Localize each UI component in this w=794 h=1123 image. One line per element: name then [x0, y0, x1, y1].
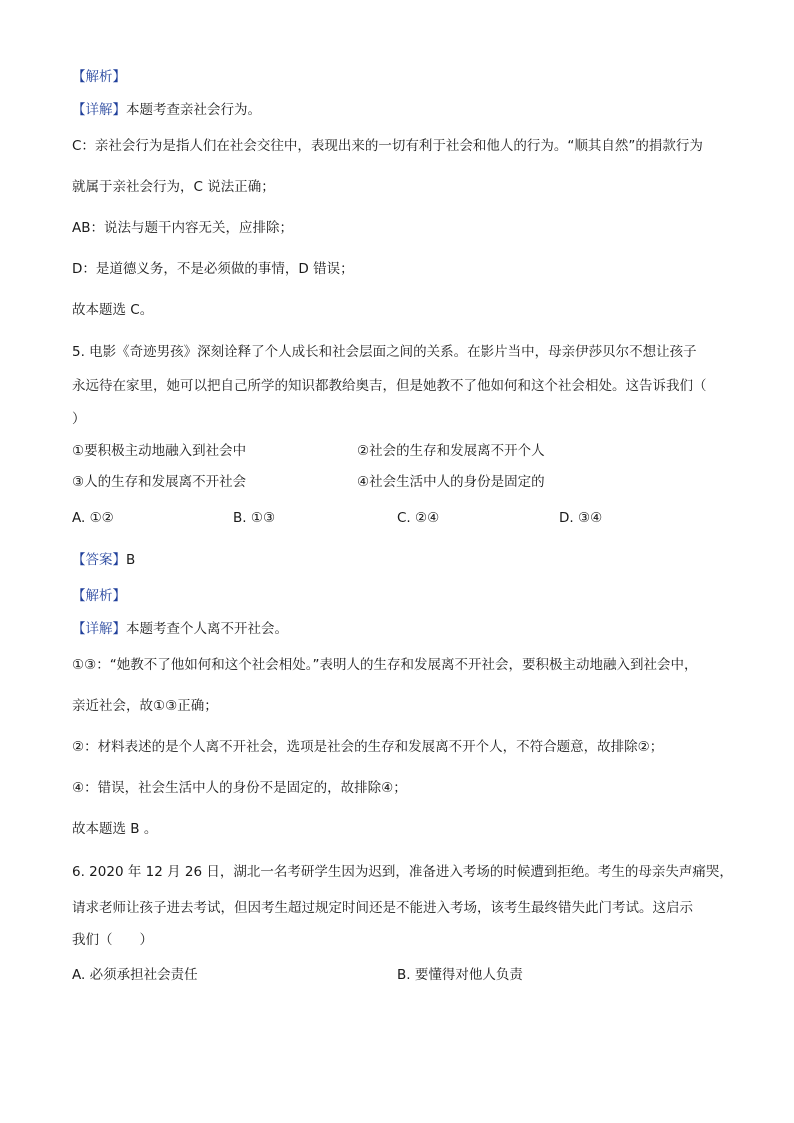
detail-label: 【详解】	[72, 102, 126, 118]
q5-stem-line2: 永远待在家里，她可以把自己所学的知识都教给奥吉，但是她教不了他如何和这个社会相处。这告诉我们（	[72, 378, 707, 394]
option-ab-explanation: AB：说法与题干内容无关，应排除；	[72, 220, 293, 236]
q5-detail-text: 本题考查个人离不开社会。	[126, 621, 288, 637]
q6-stem-line2: 请求老师让孩子进去考试，但因考生超过规定时间还是不能进入考场，该考生最终错失此门考试。这启示	[72, 900, 693, 916]
q4-conclusion: 故本题选 C。	[72, 302, 154, 318]
q5-explanation-13-line2: 亲近社会，故①③正确；	[72, 698, 218, 714]
q6-stem-line3: 我们（ ）	[72, 932, 153, 948]
q5-explanation-4: ④：错误，社会生活中人的身份不是固定的，故排除④；	[72, 780, 407, 796]
q5-conclusion: 故本题选 B 。	[72, 821, 158, 837]
q5-stem-line3: ）	[72, 411, 86, 427]
q5-option-a: A. ①②	[72, 510, 114, 526]
q5-statement-1: ①要积极主动地融入到社会中	[72, 443, 247, 459]
q5-statement-4: ④社会生活中人的身份是固定的	[357, 474, 545, 490]
q5-detail-line	[72, 620, 288, 638]
answer-value: B	[126, 552, 136, 568]
q6-stem-line1: 6. 2020 年 12 月 26 日，湖北一名考研学生因为迟到，准备进入考场的时候遭到拒绝。考生的母亲失声痛哭，	[72, 864, 733, 880]
detail-line	[72, 101, 261, 119]
option-c-explanation-line2: 就属于亲社会行为，C 说法正确；	[72, 179, 275, 195]
q5-option-d: D. ③④	[559, 510, 603, 526]
option-c-explanation-line1: C：亲社会行为是指人们在社会交往中，表现出来的一切有利于社会和他人的行为。“顺其自然”的捐款行为	[72, 138, 703, 154]
q5-stem-line1: 5. 电影《奇迹男孩》深刻诠释了个人成长和社会层面之间的关系。在影片当中，母亲伊莎贝尔不想让孩子	[72, 344, 697, 360]
q5-explanation-2: ②：材料表述的是个人离不开社会，选项是社会的生存和发展离不开个人，不符合题意，故排除②；	[72, 739, 664, 755]
q6-option-a: A. 必须承担社会责任	[72, 967, 198, 983]
analysis-label: 【解析】	[72, 69, 126, 85]
q5-statement-2: ②社会的生存和发展离不开个人	[357, 443, 545, 459]
q5-statement-3: ③人的生存和发展离不开社会	[72, 474, 247, 490]
q5-detail-label: 【详解】	[72, 621, 126, 637]
q5-explanation-13-line1: ①③：“她教不了他如何和这个社会相处。”表明人的生存和发展离不开社会，要积极主动地融入到社会中，	[72, 657, 698, 673]
q5-option-b: B. ①③	[233, 510, 276, 526]
q6-option-b: B. 要懂得对他人负责	[397, 967, 523, 983]
q5-option-c: C. ②④	[397, 510, 440, 526]
answer-label: 【答案】	[72, 552, 126, 568]
q5-answer-line	[72, 551, 135, 569]
q5-analysis-label: 【解析】	[72, 588, 126, 604]
option-d-explanation: D：是道德义务，不是必须做的事情，D 错误；	[72, 261, 354, 277]
detail-text: 本题考查亲社会行为。	[126, 102, 261, 118]
